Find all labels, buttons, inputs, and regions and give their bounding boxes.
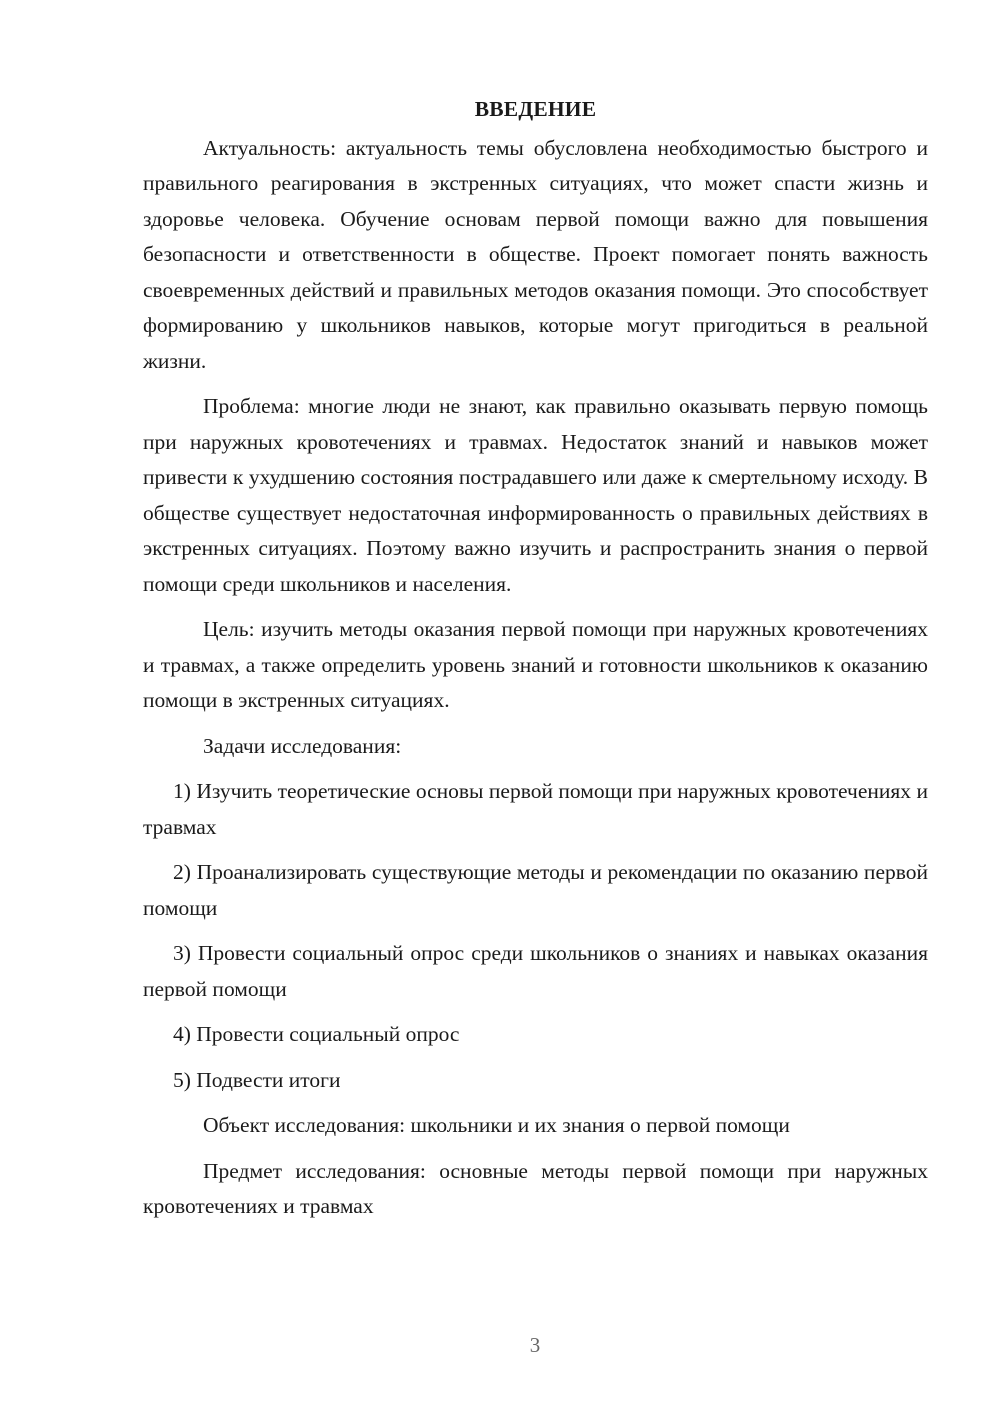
task-item: 2) Проанализировать существующие методы и рекомендации по оказанию первой помощи: [143, 860, 928, 920]
task-item: 4) Провести социальный опрос: [173, 1022, 460, 1046]
relevance-paragraph: Актуальность: актуальность темы обусловлена необходимостью быстрого и правильного реагирования в экстренных ситуациях, что может спасти жизнь и здоровье человека. Обучение основам первой помощи важно для повышения безопасности и ответственности в обществе. Проект помогает понять важность своевременных действий и правильных методов оказания помощи. Это способствует формированию у школьников навыков, которые могут пригодиться в реальной жизни.: [143, 135, 928, 373]
goal-paragraph: Цель: изучить методы оказания первой помощи при наружных кровотечениях и травмах, а также определить уровень знаний и готовности школьников к оказанию помощи в экстренных ситуациях.: [143, 617, 928, 712]
tasks-heading: Задачи исследования:: [203, 733, 402, 758]
page-title: ВВЕДЕНИЕ: [474, 97, 597, 121]
subject-paragraph: Предмет исследования: основные методы первой помощи при наружных кровотечениях и травмах: [143, 1158, 928, 1218]
task-item: 3) Провести социальный опрос среди школьников о знаниях и навыках оказания первой помощи: [143, 941, 928, 1001]
page-number: 3: [529, 1333, 541, 1357]
page-content: [143, 92, 928, 1235]
task-item: 1) Изучить теоретические основы первой помощи при наружных кровотечениях и травмах: [143, 779, 928, 839]
task-item: 5) Подвести итоги: [173, 1067, 341, 1092]
object-paragraph: Объект исследования: школьники и их знания о первой помощи: [203, 1113, 790, 1137]
problem-paragraph: Проблема: многие люди не знают, как правильно оказывать первую помощь при наружных кровотечениях и травмах. Недостаток знаний и навыков может привести к ухудшению состояния пострадавшего или даже к смертельному исходу. В обществе существует недостаточная информированность о правильных действиях в экстренных ситуациях. Поэтому важно изучить и распространить знания о первой помощи среди школьников и населения.: [143, 394, 928, 596]
tasks-list: [143, 774, 928, 1098]
